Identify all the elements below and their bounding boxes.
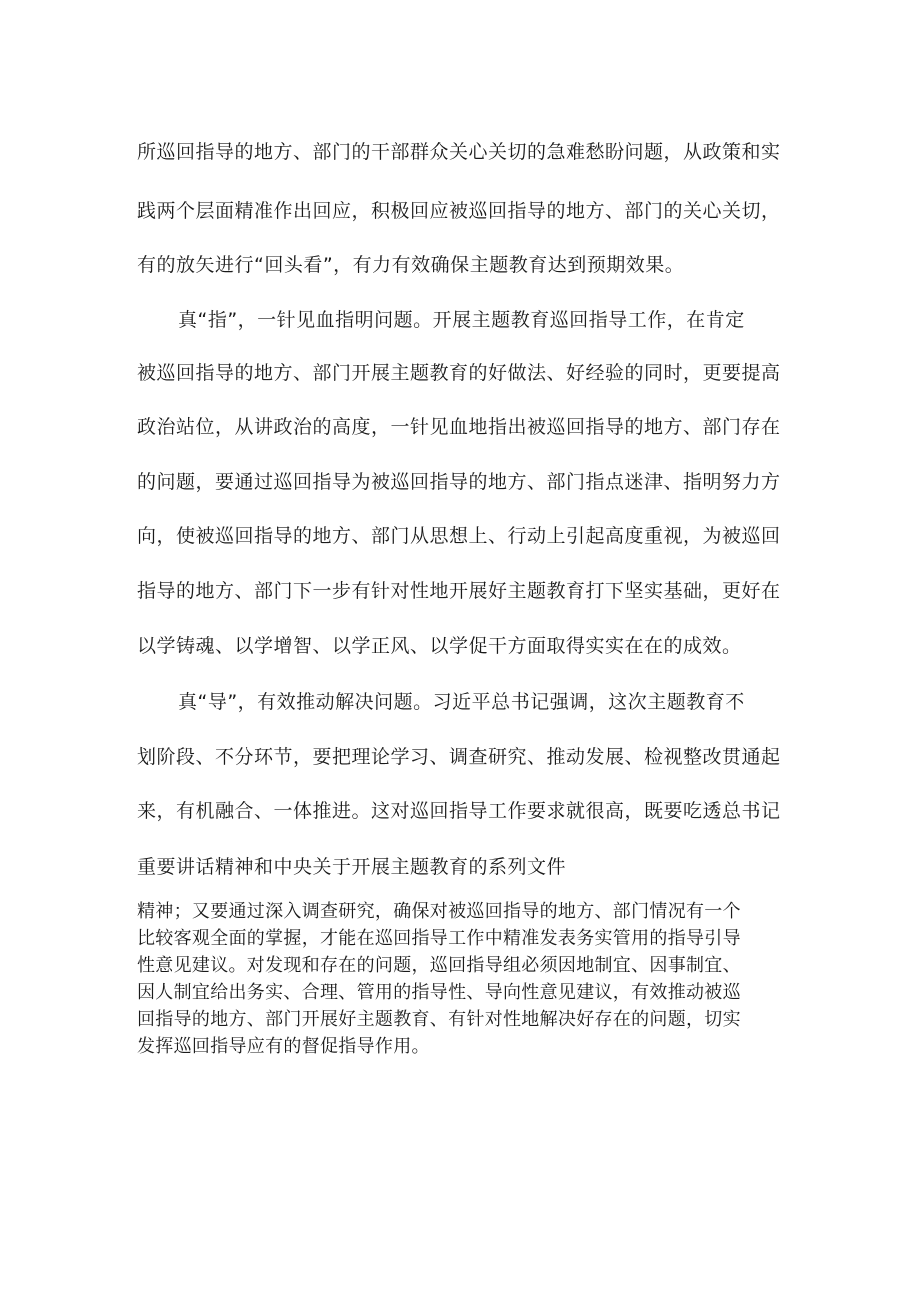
- text-line: 真“指”，一针见血指明问题。开展主题教育巡回指导工作，在肯定: [178, 309, 745, 331]
- text-line: 被巡回指导的地方、部门开展主题教育的好做法、好经验的同时，更要提高: [137, 362, 781, 384]
- text-line: 划阶段、不分环节，要把理论学习、调查研究、推动发展、检视整改贯通起: [137, 746, 781, 768]
- text-line: 真“导”，有效推动解决问题。习近平总书记强调，这次主题教育不: [178, 691, 745, 713]
- text-line: 以学铸魂、以学增智、以学正风、以学促干方面取得实实在在的成效。: [137, 635, 742, 657]
- text-line: 比较客观全面的掌握，才能在巡回指导工作中精准发表务实管用的指导引导: [137, 928, 741, 949]
- text-line: 践两个层面精准作出回应，积极回应被巡回指导的地方、部门的关心关切，: [137, 200, 781, 222]
- text-line: 性意见建议。对发现和存在的问题，巡回指导组必须因地制宜、因事制宜、: [137, 955, 741, 976]
- text-line: 来，有机融合、一体推进。这对巡回指导工作要求就很高，既要吃透总书记: [137, 800, 781, 822]
- text-line: 指导的地方、部门下一步有针对性地开展好主题教育打下坚实基础，更好在: [137, 580, 781, 602]
- text-line: 精神；又要通过深入调查研究，确保对被巡回指导的地方、部门情况有一个: [137, 901, 741, 922]
- text-line: 向，使被巡回指导的地方、部门从思想上、行动上引起高度重视，为被巡回: [137, 525, 781, 547]
- text-line: 重要讲话精神和中央关于开展主题教育的系列文件: [137, 856, 567, 878]
- text-line: 政治站位，从讲政治的高度，一针见血地指出被巡回指导的地方、部门存在: [137, 416, 781, 438]
- text-line: 所巡回指导的地方、部门的干部群众关心关切的急难愁盼问题，从政策和实: [137, 141, 781, 163]
- text-line: 回指导的地方、部门开展好主题教育、有针对性地解决好存在的问题，切实: [137, 1009, 741, 1030]
- text-line: 发挥巡回指导应有的督促指导作用。: [137, 1036, 430, 1057]
- dense-text-block: [137, 898, 797, 1060]
- text-line: 因人制宜给出务实、合理、管用的指导性、导向性意见建议，有效推动被巡: [137, 982, 741, 1003]
- text-line: 的问题，要通过巡回指导为被巡回指导的地方、部门指点迷津、指明努力方: [137, 471, 781, 493]
- text-line: 有的放矢进行“回头看”，有力有效确保主题教育达到预期效果。: [137, 254, 685, 276]
